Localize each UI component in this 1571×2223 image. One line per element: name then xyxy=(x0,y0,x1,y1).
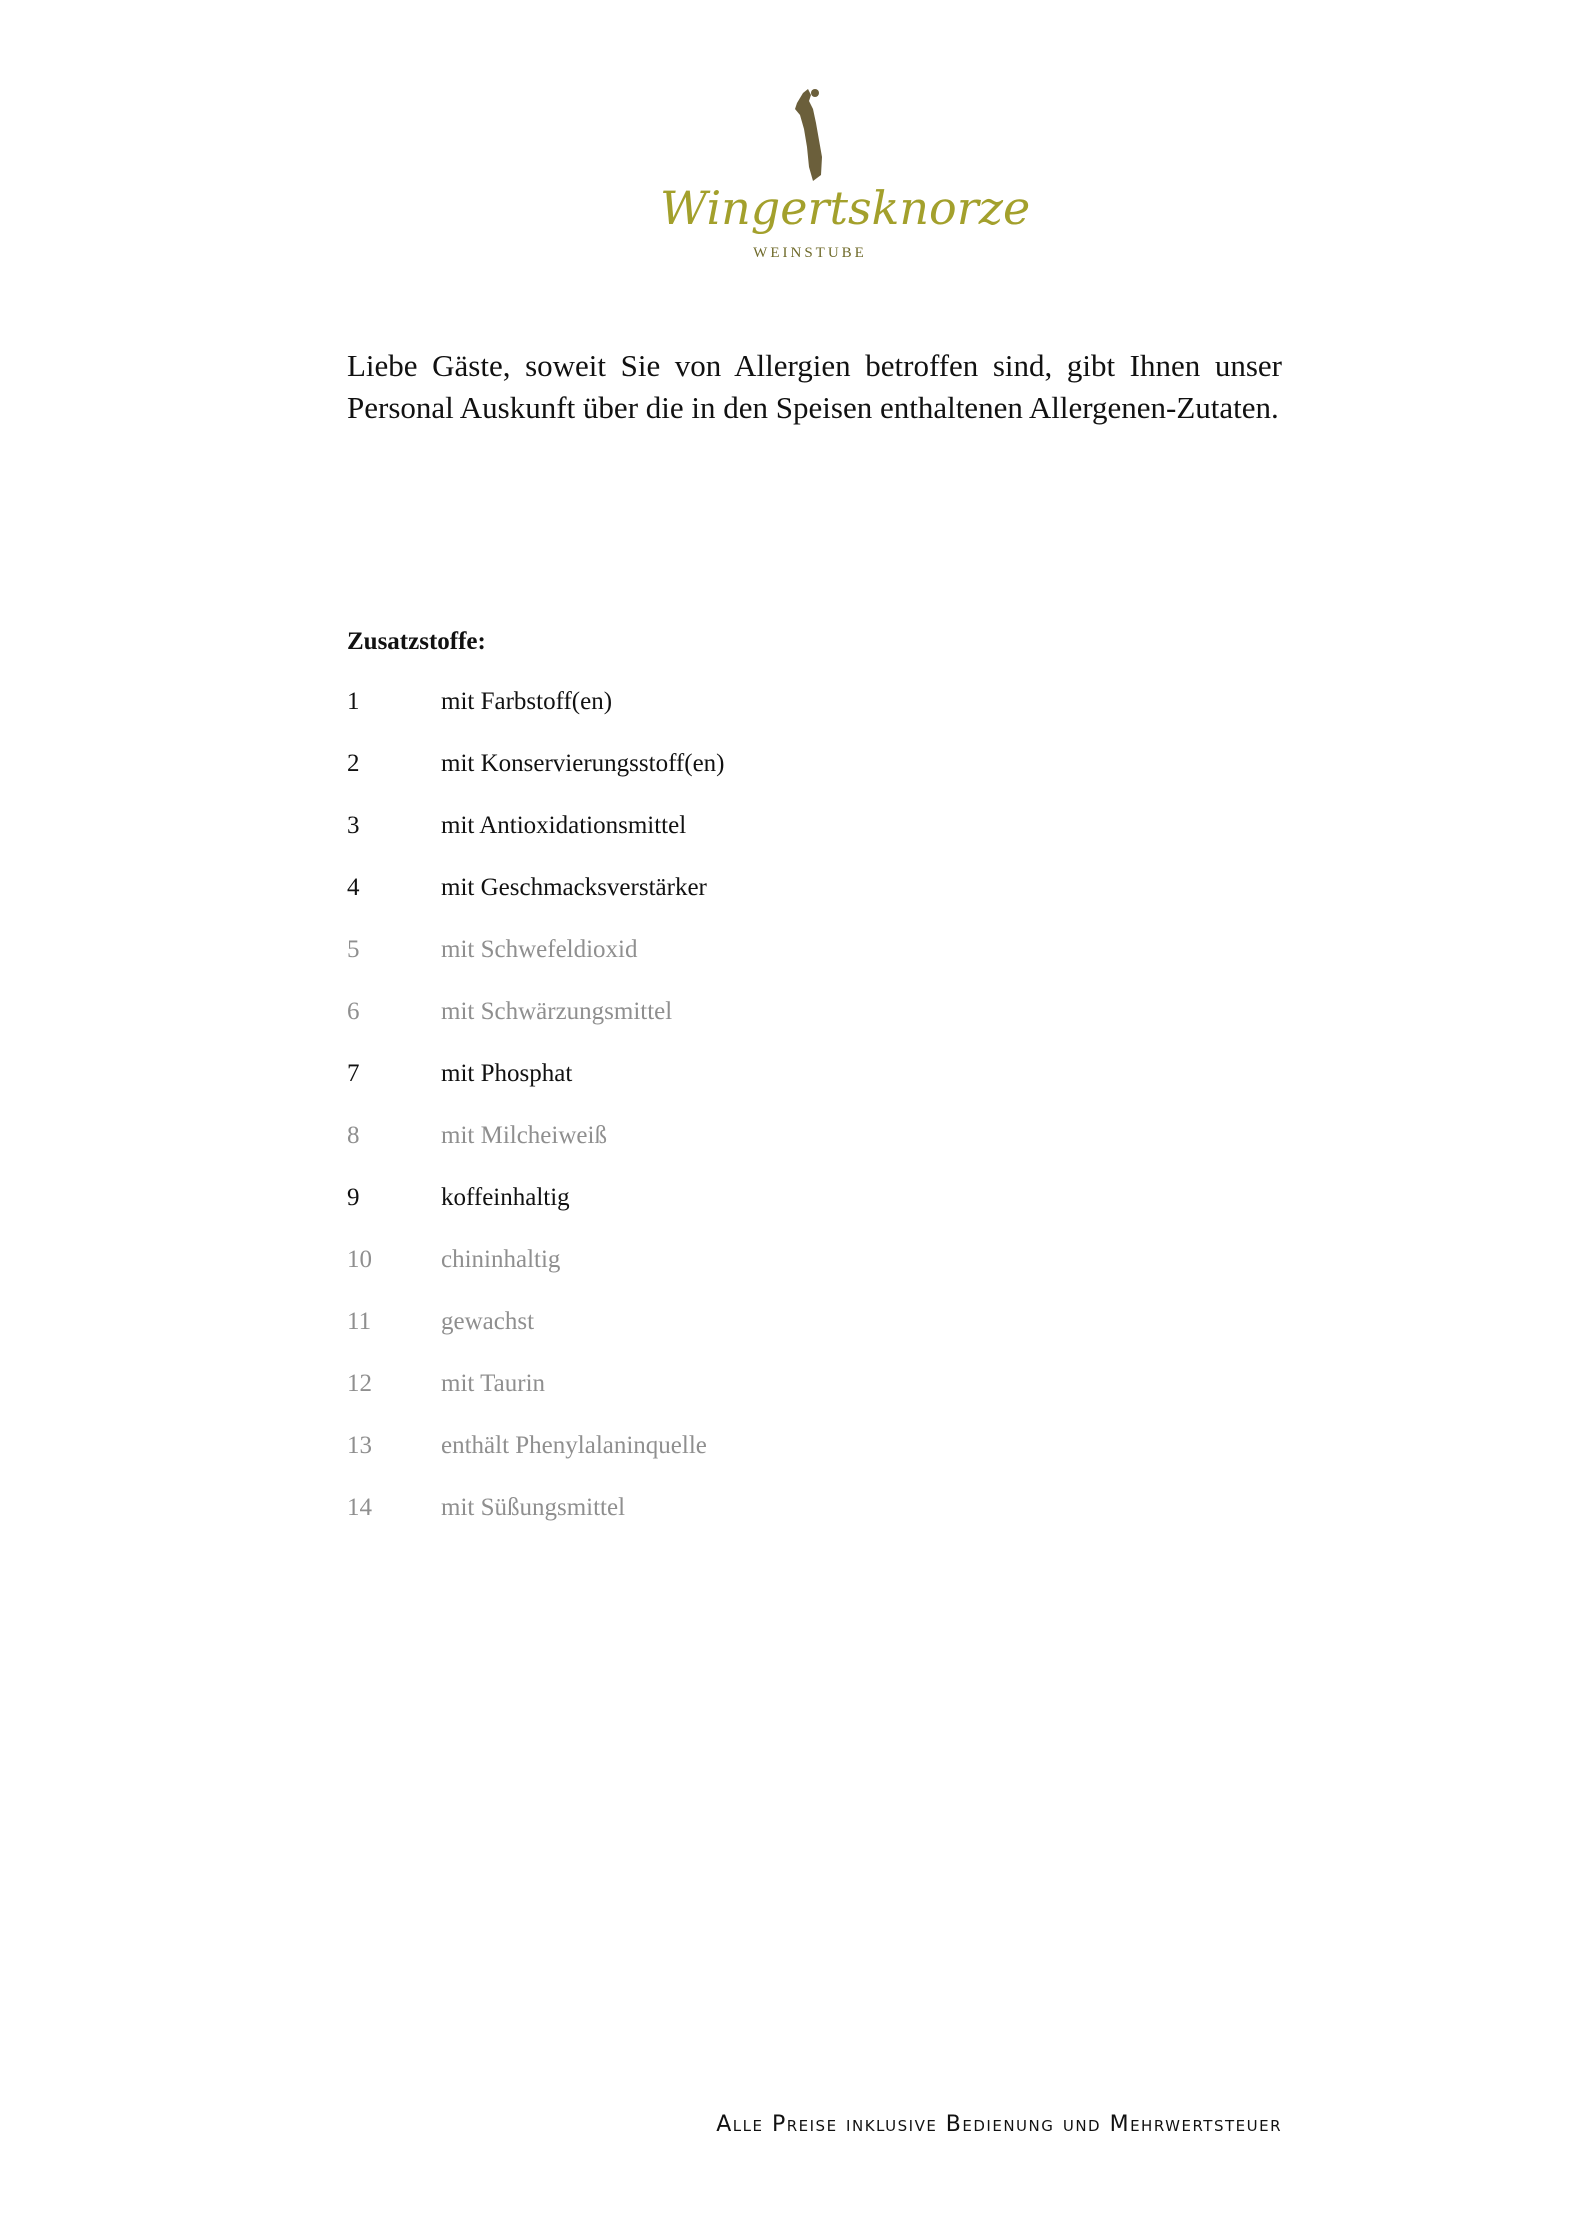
additive-item xyxy=(347,934,725,996)
additive-item xyxy=(347,1182,725,1244)
additive-item xyxy=(347,1244,725,1306)
additive-label: mit Konservierungsstoff(en) xyxy=(441,750,725,777)
logo-wordmark: Wingertsknorze xyxy=(660,181,1031,235)
additive-label: mit Antioxidationsmittel xyxy=(441,812,687,839)
additive-item xyxy=(347,1306,725,1368)
additive-number: 7 xyxy=(347,1060,360,1087)
additive-item xyxy=(347,1058,725,1120)
logo xyxy=(660,85,1031,265)
additive-number: 8 xyxy=(347,1122,360,1149)
additive-number: 1 xyxy=(347,688,360,715)
additive-label: mit Taurin xyxy=(441,1370,546,1397)
additive-number: 9 xyxy=(347,1184,360,1211)
wine-figure-icon xyxy=(775,85,845,185)
additive-label: mit Farbstoff(en) xyxy=(441,688,613,715)
additive-item xyxy=(347,1492,725,1554)
additive-label: mit Geschmacksverstärker xyxy=(441,874,707,901)
additives-list xyxy=(347,686,725,1554)
additive-number: 14 xyxy=(347,1494,372,1521)
additive-item xyxy=(347,1120,725,1182)
additive-number: 12 xyxy=(347,1370,372,1397)
additive-number: 6 xyxy=(347,998,360,1025)
additives-heading: Zusatzstoffe: xyxy=(347,628,486,655)
additive-label: mit Süßungsmittel xyxy=(441,1494,626,1521)
additive-item xyxy=(347,1430,725,1492)
logo-subtitle: WEINSTUBE xyxy=(753,245,867,261)
additive-number: 11 xyxy=(347,1308,372,1335)
additive-number: 2 xyxy=(347,750,360,777)
additive-label: koffeinhaltig xyxy=(441,1184,570,1211)
additive-label: mit Schwefeldioxid xyxy=(441,936,638,963)
additive-label: gewachst xyxy=(441,1308,535,1335)
additive-item xyxy=(347,872,725,934)
additive-item xyxy=(347,686,725,748)
additive-number: 13 xyxy=(347,1432,372,1459)
additive-item xyxy=(347,996,725,1058)
additive-number: 4 xyxy=(347,874,360,901)
additive-number: 5 xyxy=(347,936,360,963)
additive-item xyxy=(347,810,725,872)
additive-label: enthält Phenylalaninquelle xyxy=(441,1432,707,1459)
additive-number: 3 xyxy=(347,812,360,839)
footer-note: Alle Preise inklusive Bedienung und Mehrwertsteuer xyxy=(716,2112,1282,2137)
additive-label: chininhaltig xyxy=(441,1246,561,1273)
additive-number: 10 xyxy=(347,1246,372,1273)
additive-item xyxy=(347,1368,725,1430)
additive-label: mit Schwärzungsmittel xyxy=(441,998,673,1025)
additive-label: mit Phosphat xyxy=(441,1060,573,1087)
additive-label: mit Milcheiweiß xyxy=(441,1122,607,1149)
additive-item xyxy=(347,748,725,810)
intro-text: Liebe Gäste, soweit Sie von Allergien betroffen sind, gibt Ihnen unser Personal Auskunft über die in den Speisen enthaltenen Allergenen-Zutaten. xyxy=(347,348,1282,425)
